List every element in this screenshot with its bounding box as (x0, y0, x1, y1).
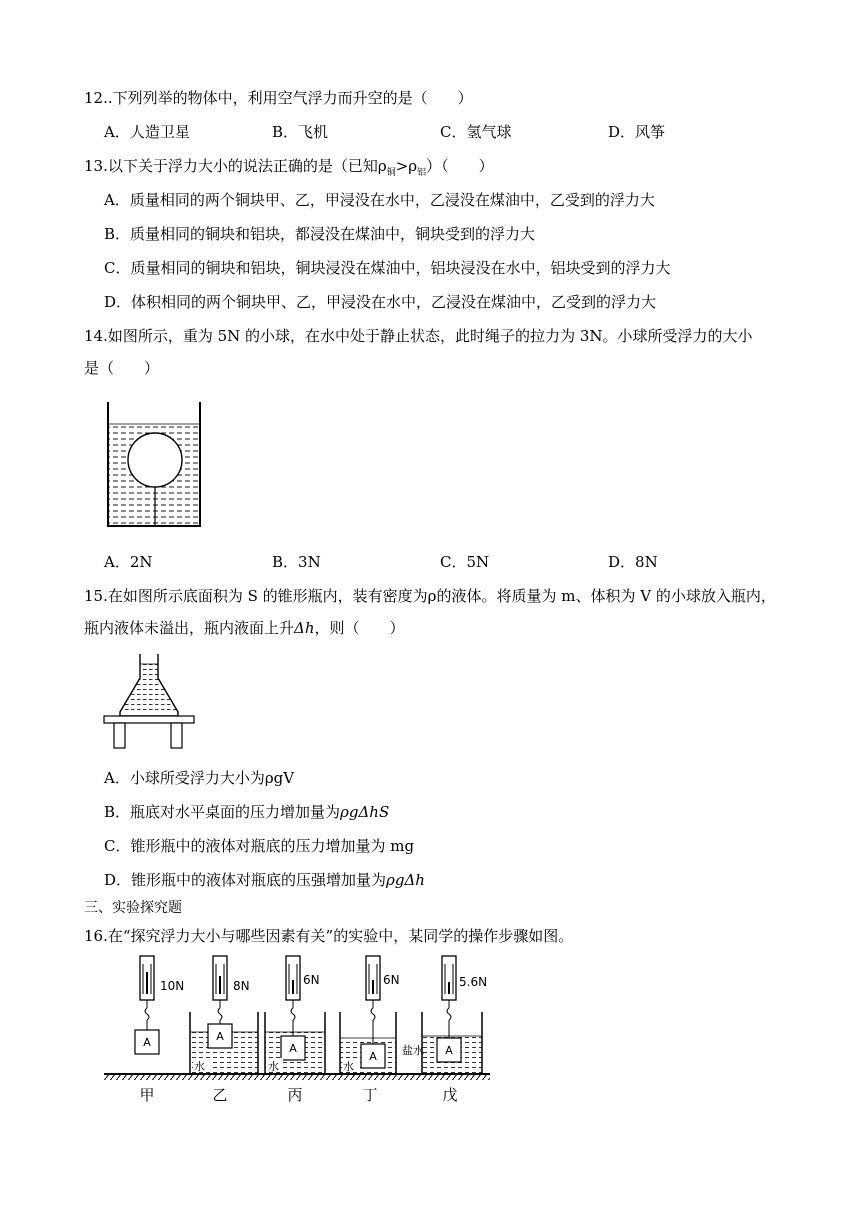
q14-option-c: C．5N (440, 553, 490, 571)
q13-option-b: B．质量相同的铜块和铝块，都浸没在煤油中，铜块受到的浮力大 (104, 225, 536, 243)
section-heading: 三、实验探究题 (84, 900, 182, 916)
step-label-ding: 丁 (362, 1086, 378, 1104)
reading-ding: 6N (383, 973, 400, 987)
block-label-jia: A (143, 1036, 151, 1049)
block-label-bing: A (289, 1042, 297, 1055)
q13-stem-post: ）（ ） (426, 157, 494, 175)
q12-option-d: D．风筝 (608, 123, 666, 141)
ball-shape (128, 433, 182, 487)
q13-gt: >ρ (395, 157, 418, 175)
block-label-yi: A (216, 1030, 224, 1043)
reading-yi: 8N (233, 979, 250, 993)
q15-option-a: A．小球所受浮力大小为ρgV (104, 769, 295, 787)
q12-options (104, 122, 784, 142)
q13-stem (84, 156, 784, 183)
q15-option-b (104, 802, 389, 822)
step-label-bing: 丙 (287, 1086, 303, 1104)
q13-sub-copper: 铜 (386, 168, 396, 178)
step-wu-apparatus (422, 956, 487, 1074)
q15-conical-flask-figure (100, 652, 200, 752)
table-top (104, 716, 194, 723)
q14-option-d: D．8N (608, 553, 658, 571)
q15-option-d-math: ρgΔh (386, 871, 425, 889)
q14-option-a: A．2N (104, 553, 153, 571)
step-label-wu: 戊 (442, 1086, 458, 1104)
q15-stem-line2 (84, 618, 784, 638)
step-ding-apparatus (340, 956, 400, 1074)
liquid-label-saltwater-1: 盐水 (402, 1044, 424, 1057)
q15-option-b-text: B．瓶底对水平桌面的压力增加量为 (104, 803, 341, 821)
q13-option-d: D．体积相同的两个铜块甲、乙，甲浸没在水中，乙浸没在煤油中，乙受到的浮力大 (104, 293, 657, 311)
q14-ball-in-water-figure (104, 400, 204, 530)
q14-option-b: B．3N (272, 553, 321, 571)
q15-stem-line2-pre: 瓶内液体未溢出，瓶内液面上升 (84, 619, 295, 637)
q13-option-c: C．质量相同的铜块和铝块，铜块浸没在煤油中，铝块浸没在水中，铝块受到的浮力大 (104, 259, 671, 277)
q15-option-d-text: D．锥形瓶中的液体对瓶底的压强增加量为 (104, 871, 387, 889)
liquid-label-yi: 水 (194, 1060, 205, 1073)
q14-options (104, 552, 784, 572)
step-label-jia: 甲 (139, 1086, 155, 1104)
q14-stem-line1: 14.如图所示，重为 5N 的小球，在水中处于静止状态，此时绳子的拉力为 3N。小球所受浮力的大小 (84, 327, 753, 345)
q16-experiment-figure (100, 950, 500, 1110)
q14-stem-line2: 是（ ） (84, 359, 160, 377)
q13-sub-aluminum: 铝 (417, 168, 427, 178)
step-jia-apparatus (135, 956, 184, 1054)
q15-option-c: C．锥形瓶中的液体对瓶底的压力增加量为 mg (104, 837, 415, 855)
liquid-label-ding: 水 (343, 1060, 354, 1073)
q15-option-b-math: ρgΔhS (340, 803, 390, 821)
q12-stem: 12..下列列举的物体中，利用空气浮力而升空的是（ ） (84, 89, 473, 107)
table-leg-right (171, 723, 182, 748)
q15-delta-h: Δh (294, 619, 315, 637)
block-label-wu: A (445, 1044, 453, 1057)
step-label-yi: 乙 (212, 1086, 228, 1104)
q16-stem: 16.在“探究浮力大小与哪些因素有关”的实验中，某同学的操作步骤如图。 (84, 927, 574, 945)
step-yi-apparatus (190, 956, 258, 1074)
reading-wu: 5.6N (459, 975, 488, 989)
q15-stem-line1: 15.在如图所示底面积为 S 的锥形瓶内，装有密度为ρ的液体。将质量为 m、体积为 V 的小球放入瓶内， (84, 587, 776, 605)
q13-stem-pre: 13.以下关于浮力大小的说法正确的是（已知ρ (84, 157, 387, 175)
q15-option-d (104, 870, 425, 890)
q13-option-a: A．质量相同的两个铜块甲、乙，甲浸没在水中，乙浸没在煤油中，乙受到的浮力大 (104, 191, 655, 209)
q12-option-a: A．人造卫星 (104, 123, 190, 141)
reading-bing: 6N (303, 973, 320, 987)
block-label-ding: A (369, 1050, 377, 1063)
reading-jia: 10N (160, 979, 185, 993)
q15-stem-line2-post: ，则（ ） (314, 619, 405, 637)
liquid-label-bing: 水 (268, 1060, 279, 1073)
q12-option-c: C．氢气球 (440, 123, 512, 141)
q12-option-b: B．飞机 (272, 123, 329, 141)
table-leg-left (114, 723, 125, 748)
step-bing-apparatus (265, 956, 325, 1074)
